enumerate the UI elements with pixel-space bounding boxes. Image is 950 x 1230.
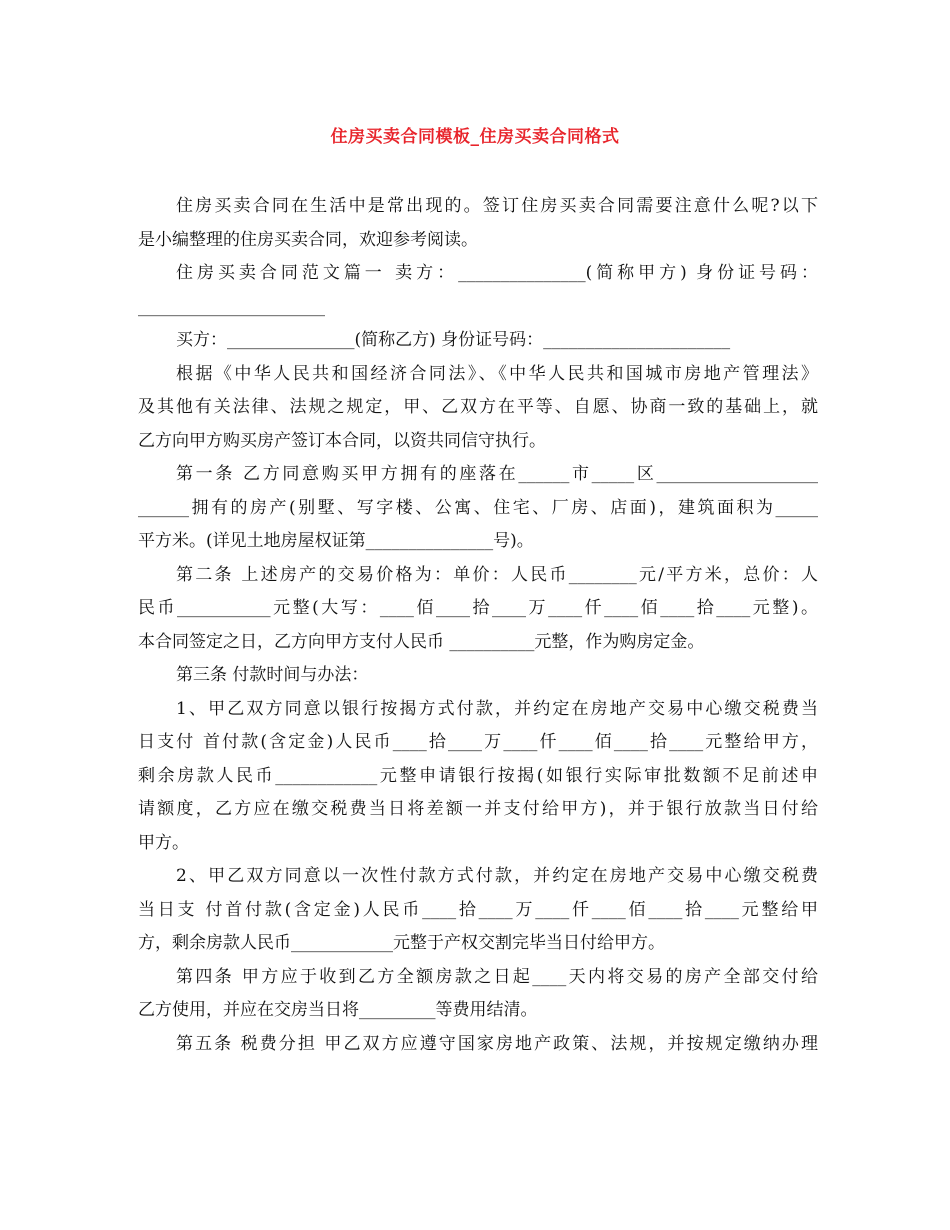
paragraph-line: 平方米。(详见土地房屋权证第_______________号)。 [138,531,534,551]
paragraph-line: 民币___________元整(大写：____佰____拾____万____仟____佰____拾____元整)。 [138,598,818,618]
document-title: 住房买卖合同模板_住房买卖合同格式 [330,127,620,147]
paragraph-line: 第二条 上述房产的交易价格为：单价：人民币________元/平方米，总价：人 [176,564,818,585]
paragraph-line: 乙方向甲方购买房产签订本合同，以资共同信守执行。 [138,430,546,451]
paragraph-line: 本合同签定之日，乙方向甲方支付人民币 __________元整，作为购房定金。 [138,631,705,652]
paragraph-line: 日支付 首付款(含定金)人民币____拾____万____仟____佰____拾____元整给甲方， [138,732,818,752]
paragraph-line: 2、甲乙双方同意以一次性付款方式付款，并约定在房地产交易中心缴交税费 [176,866,818,886]
paragraph-line: 第四条 甲方应于收到乙方全额房款之日起____天内将交易的房产全部交付给 [176,966,818,987]
paragraph-line: 住房买卖合同在生活中是常出现的。签订住房买卖合同需要注意什么呢?以下 [176,196,818,216]
paragraph-line: 第五条 税费分担 甲乙双方应遵守国家房地产政策、法规，并按规定缴纳办理 [176,1033,818,1054]
paragraph-line: 请额度，乙方应在缴交税费当日将差额一并支付给甲方)，并于银行放款当日付给 [138,799,818,819]
paragraph-line: 甲方。 [138,832,189,853]
paragraph-line: 根据《中华人民共和国经济合同法》、《中华人民共和国城市房地产管理法》 [176,363,818,384]
paragraph-line: 剩余房款人民币____________元整申请银行按揭(如银行实际审批数额不足前述申 [138,765,818,786]
paragraph-line: 1、甲乙双方同意以银行按揭方式付款，并约定在房地产交易中心缴交税费当 [176,698,818,719]
paragraph-line: ______________________ [138,296,325,317]
paragraph-line: 当日支 付首付款(含定金)人民币____拾____万____仟____佰____拾____元整给甲 [138,899,818,920]
paragraph-line: 乙方使用，并应在交房当日将_________等费用结清。 [138,1000,538,1020]
paragraph-line: 第三条 付款时间与办法： [176,665,369,685]
paragraph-line: 方，剩余房款人民币____________元整于产权交割完毕当日付给甲方。 [138,933,665,953]
paragraph-line: ______拥有的房产(别墅、写字楼、公寓、住宅、厂房、店面)，建筑面积为_____ [138,497,818,518]
paragraph-line: 住房买卖合同范文篇一 卖方：_______________(简称甲方) 身份证号码： [176,263,818,283]
paragraph-line: 是小编整理的住房买卖合同，欢迎参考阅读。 [138,229,478,250]
paragraph-line: 第一条 乙方同意购买甲方拥有的座落在______市_____区___________________ [176,464,818,484]
document-body [138,190,818,1061]
paragraph-line: 及其他有关法律、法规之规定，甲、乙双方在平等、自愿、协商一致的基础上，就 [138,397,818,417]
paragraph-line: 买方：_______________(简称乙方) 身份证号码：______________________ [176,330,731,350]
